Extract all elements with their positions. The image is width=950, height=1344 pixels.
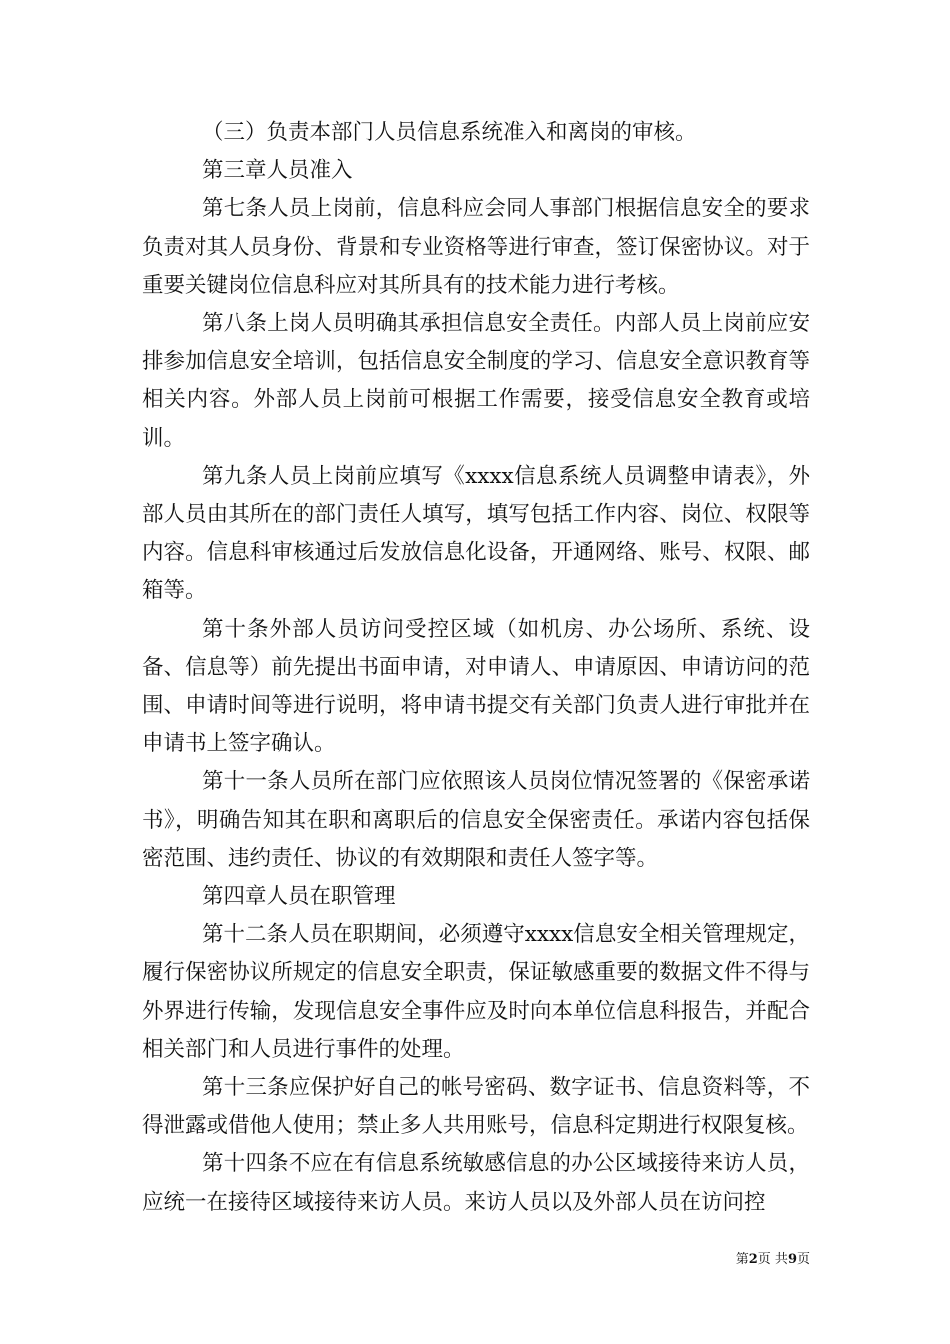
total-pages-number: 9	[787, 1252, 797, 1267]
article-11-paragraph: 第十一条人员所在部门应依照该人员岗位情况签署的《保密承诺书》，明确告知其在职和离职后的信息安全保密责任。承诺内容包括保密范围、违约责任、协议的有效期限和责任人签字等。	[142, 769, 810, 871]
footer-suffix: 页	[796, 1252, 810, 1267]
article-14-paragraph: 第十四条不应在有信息系统敏感信息的办公区域接待来访人员，应统一在接待区域接待来访人员。来访人员以及外部人员在访问控	[142, 1151, 810, 1215]
footer-middle: 页 共	[757, 1252, 788, 1267]
article-8-paragraph: 第八条上岗人员明确其承担信息安全责任。内部人员上岗前应安排参加信息安全培训，包括信息安全制度的学习、信息安全意识教育等相关内容。外部人员上岗前可根据工作需要，接受信息安全教育或培训。	[142, 311, 810, 451]
clause-3-item: （三）负责本部门人员信息系统准入和离岗的审核。	[202, 120, 697, 145]
current-page-number: 2	[748, 1252, 758, 1267]
footer-prefix: 第	[735, 1252, 749, 1267]
document-body	[142, 114, 810, 1222]
chapter-3-heading: 第三章人员准入	[202, 158, 353, 184]
article-13-paragraph: 第十三条应保护好自己的帐号密码、数字证书、信息资料等，不得泄露或借他人使用；禁止多人共用账号，信息科定期进行权限复核。	[142, 1075, 810, 1139]
article-7-paragraph: 第七条人员上岗前，信息科应会同人事部门根据信息安全的要求负责对其人员身份、背景和专业资格等进行审查，签订保密协议。对于重要关键岗位信息科应对其所具有的技术能力进行考核。	[142, 196, 810, 298]
article-12-paragraph: 第十二条人员在职期间，必须遵守xxxx信息安全相关管理规定，履行保密协议所规定的信息安全职责，保证敏感重要的数据文件不得与外界进行传输，发现信息安全事件应及时向本单位信息科报告，并配合相关部门和人员进行事件的处理。	[142, 922, 810, 1062]
page-number-footer	[700, 1248, 810, 1267]
article-10-paragraph: 第十条外部人员访问受控区域（如机房、办公场所、系统、设备、信息等）前先提出书面申请，对申请人、申请原因、申请访问的范围、申请时间等进行说明，将申请书提交有关部门负责人进行审批并在申请书上签字确认。	[142, 616, 810, 757]
article-9-paragraph: 第九条人员上岗前应填写《xxxx信息系统人员调整申请表》，外部人员由其所在的部门责任人填写，填写包括工作内容、岗位、权限等内容。信息科审核通过后发放信息化设备，开通网络、账号、权限、邮箱等。	[142, 463, 810, 604]
chapter-4-heading: 第四章人员在职管理	[202, 884, 396, 910]
